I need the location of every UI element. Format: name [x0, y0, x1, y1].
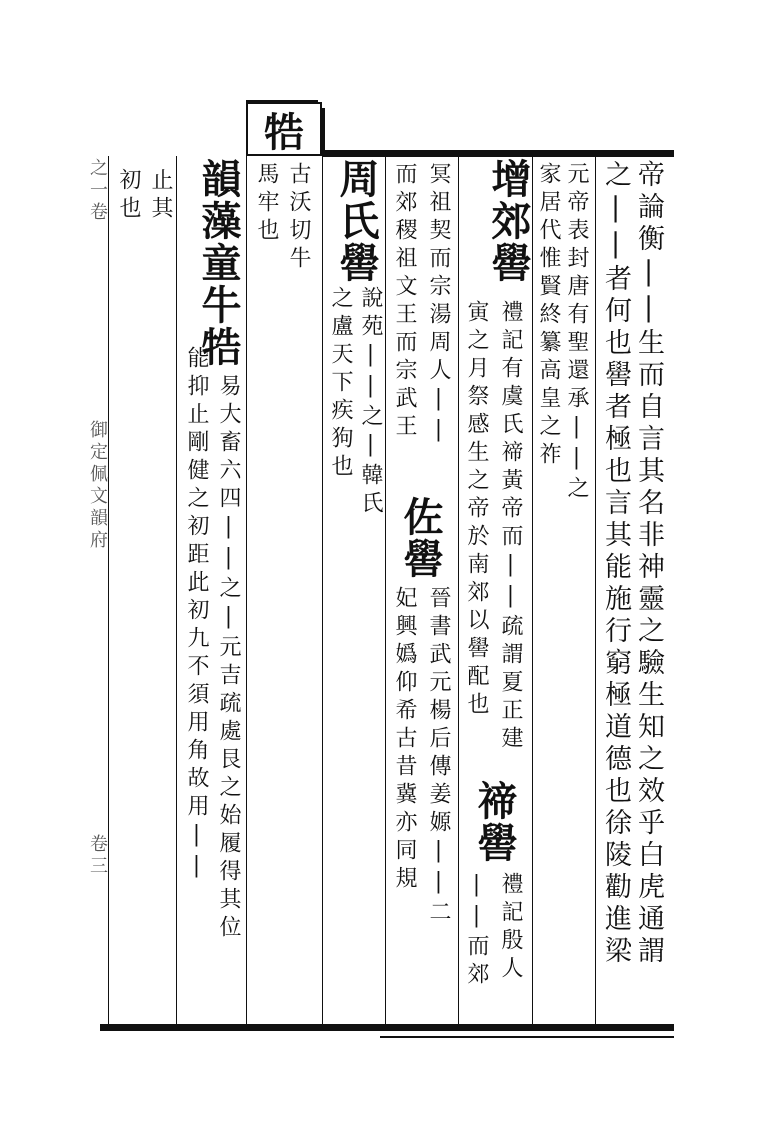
entry-heading: 增郊嚳 — [485, 158, 532, 284]
text-column: 禮記有虞氏禘黃帝而||疏謂夏正建 — [498, 300, 523, 754]
column-divider — [176, 156, 177, 1024]
column-divider — [246, 150, 247, 1024]
entry-heading: 周氏嚳 — [333, 158, 380, 284]
margin-fragment: 卷三 — [87, 834, 108, 878]
entry-heading: 韻藻童牛牿 — [195, 158, 242, 368]
text-column: 禮記殷人 — [498, 872, 523, 984]
headword-box: 牿 — [246, 102, 322, 156]
column-divider — [385, 156, 386, 1024]
text-column: 初也 — [116, 168, 141, 224]
top-border-rule — [322, 150, 674, 157]
text-column: 古沃切牛 — [286, 162, 311, 274]
entry-heading: 禘嚳 — [471, 780, 518, 864]
column-divider — [458, 156, 459, 1024]
column-divider — [595, 156, 596, 1024]
entry-heading: 佐嚳 — [397, 496, 444, 580]
text-column: 冥祖契而宗湯周人|| — [426, 162, 451, 448]
text-column: 馬牢也 — [254, 162, 279, 246]
column-divider — [108, 156, 109, 1024]
text-column: 帝論衡||生而自言其名非神靈之驗生知之效乎白虎通謂 — [633, 160, 664, 968]
text-column: 止其 — [148, 168, 173, 224]
text-column: 之盧天下疾狗也 — [328, 286, 353, 482]
text-column: 說苑||之|韓氏 — [358, 286, 383, 519]
column-divider — [322, 156, 323, 1024]
text-column: 家居代惟賢終纂高皇之祚 — [536, 162, 561, 470]
column-divider — [532, 156, 533, 1024]
text-column: 妃興嬀仰希古昔冀亦同規 — [392, 586, 417, 894]
text-column: 晉書武元楊后傳姜嫄||二 — [426, 586, 451, 928]
text-column: 易大畜六四||之|元吉疏處艮之始履得其位 — [216, 374, 241, 943]
text-column: 能抑止剛健之初距此初九不須用角故用|| — [184, 346, 209, 884]
text-column: 之||者何也嚳者極也言其能施行窮極道德也徐陵勸進梁 — [600, 160, 631, 968]
text-column: ||而郊 — [464, 872, 489, 990]
bottom-thin-rule — [380, 1036, 674, 1038]
bottom-border-rule — [100, 1024, 674, 1031]
margin-fragment: 之一卷 — [87, 158, 108, 224]
margin-fragment: 御定佩文韻府 — [87, 420, 108, 552]
text-column: 寅之月祭感生之帝於南郊以嚳配也 — [464, 300, 489, 720]
text-column: 而郊稷祖文王而宗武王 — [392, 162, 417, 442]
text-column: 元帝表封唐有聖還承||之 — [564, 162, 589, 504]
